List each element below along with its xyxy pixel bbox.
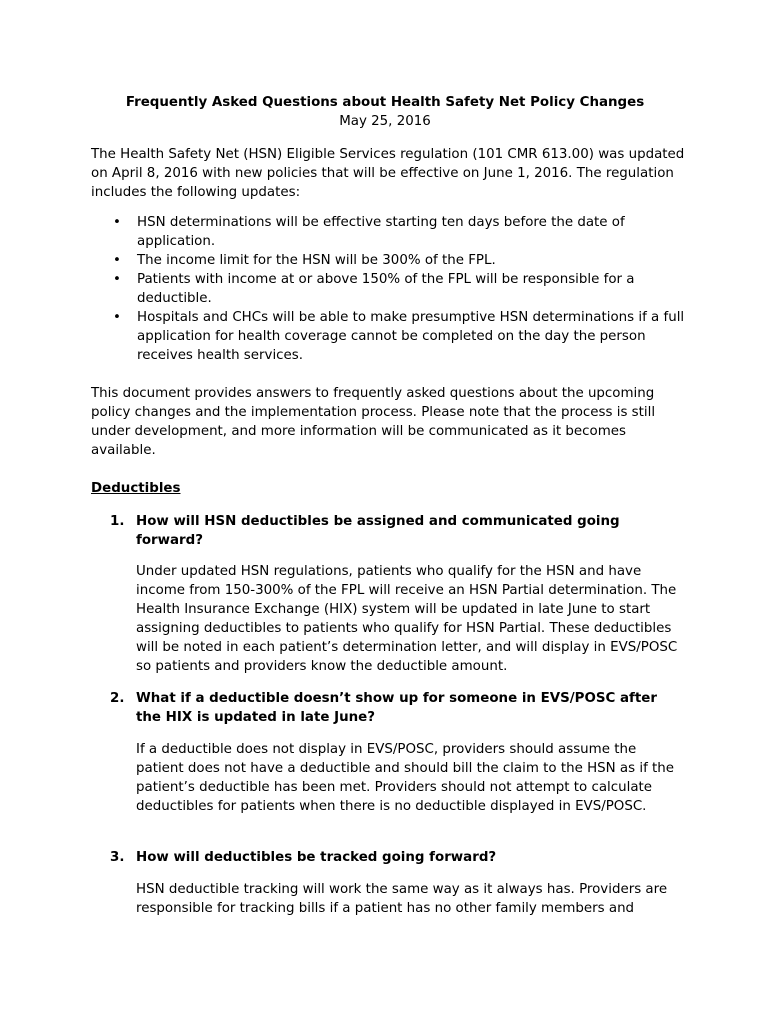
answer-1: Under updated HSN regulations, patients who qualify for the HSN and have income from 150-300% of the FPL will receive an HSN Partial determination. The Health Insurance Exchange (HIX) system will be updated in late June to start assigning deductibles to patients who qualify for HSN Partial. These deductibles will be noted in each patient’s determination letter, and will display in EVS/POSC so patients and providers know the deductible amount.	[136, 564, 678, 674]
answer-3: HSN deductible tracking will work the same way as it always has. Providers are responsible for tracking bills if a patient has no other family members and	[136, 882, 668, 916]
list-item-text: Hospitals and CHCs will be able to make presumptive HSN determinations if a full application for health coverage cannot be completed on the day the person receives health services.	[137, 310, 685, 363]
question-text: How will HSN deductibles be assigned and communicated going forward?	[136, 514, 620, 548]
bullet-icon: •	[113, 310, 121, 325]
question-number: 2.	[110, 691, 125, 706]
answer-2: If a deductible does not display in EVS/POSC, providers should assume the patient does not have a deductible and should bill the claim to the HSN as if the patient’s deductible has been met. Providers should not attempt to calculate deductibles for patients when there is no deductible displayed in EVS/POSC.	[136, 742, 675, 814]
overview-paragraph: This document provides answers to frequently asked questions about the upcoming policy changes and the implementation process. Please note that the process is still under development, and more information will be communicated as it becomes available.	[91, 386, 656, 458]
question-3	[110, 848, 685, 867]
document-title: Frequently Asked Questions about Health Safety Net Policy Changes	[125, 95, 645, 110]
question-text: How will deductibles be tracked going forward?	[136, 850, 497, 865]
bullet-icon: •	[113, 272, 121, 287]
list-item-text: HSN determinations will be effective starting ten days before the date of application.	[137, 215, 625, 249]
bullet-icon: •	[113, 253, 121, 268]
question-number: 1.	[110, 514, 125, 529]
bullet-icon: •	[113, 215, 121, 230]
list-item	[91, 308, 691, 365]
list-item	[91, 251, 691, 270]
intro-paragraph: The Health Safety Net (HSN) Eligible Services regulation (101 CMR 613.00) was updated on April 8, 2016 with new policies that will be effective on June 1, 2016. The regulation includes the following updates:	[91, 147, 685, 200]
list-item-text: The income limit for the HSN will be 300% of the FPL.	[137, 253, 496, 268]
document-date: May 25, 2016	[339, 114, 431, 129]
question-1	[110, 512, 685, 550]
section-heading-deductibles: Deductibles	[91, 481, 181, 496]
list-item-text: Patients with income at or above 150% of the FPL will be responsible for a deductible.	[137, 272, 635, 306]
question-text: What if a deductible doesn’t show up for someone in EVS/POSC after the HIX is updated in late June?	[136, 691, 657, 725]
question-2	[110, 689, 685, 727]
updates-list	[91, 213, 691, 365]
list-item	[91, 270, 691, 308]
list-item	[91, 213, 691, 251]
question-number: 3.	[110, 850, 125, 865]
